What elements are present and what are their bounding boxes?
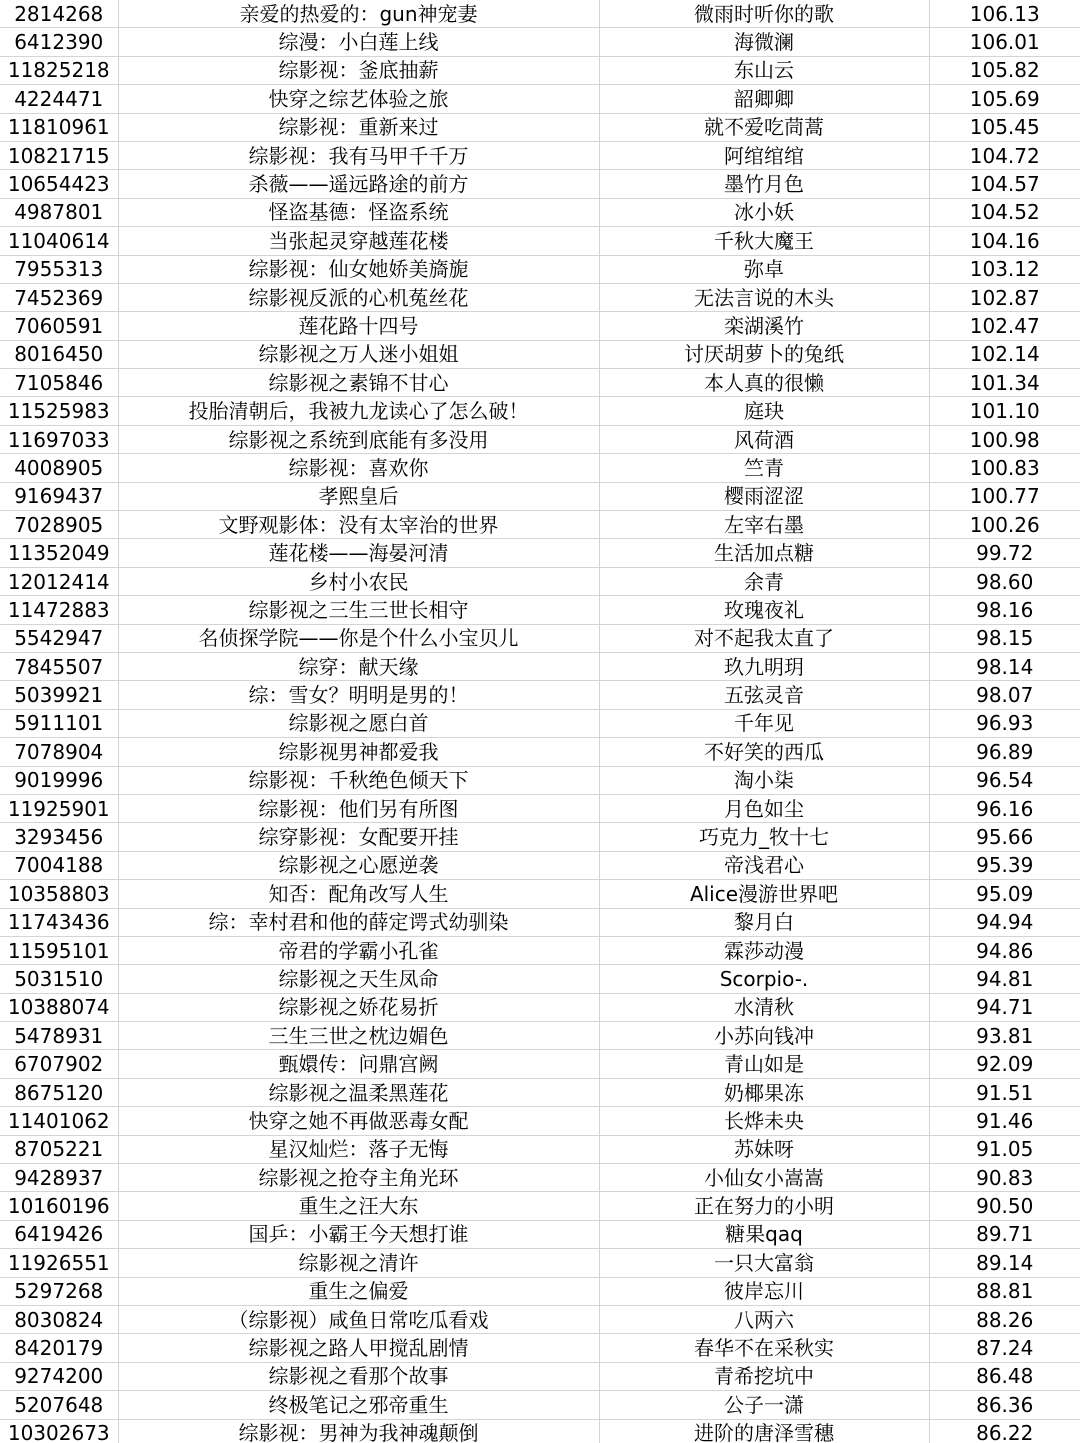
table-row [0,85,1080,113]
book-id-cell[interactable]: 5031510 [0,965,118,993]
table-row [0,369,1080,397]
book-title-cell[interactable]: 杀薇——遥远路途的前方 [118,170,599,198]
score-cell[interactable]: 88.81 [929,1277,1080,1305]
table-row [0,0,1080,28]
author-cell[interactable]: 春华不在采秋实 [599,1334,929,1362]
score-cell[interactable]: 106.01 [929,28,1080,56]
book-title-cell[interactable]: 综影视：喜欢你 [118,454,599,482]
book-id-cell[interactable]: 10388074 [0,993,118,1021]
table-row [0,681,1080,709]
author-cell[interactable]: 生活加点糖 [599,539,929,567]
author-cell[interactable]: 风荷酒 [599,425,929,453]
book-title-cell[interactable]: 综影视：釜底抽薪 [118,56,599,84]
score-cell[interactable]: 98.15 [929,624,1080,652]
book-id-cell[interactable]: 5297268 [0,1277,118,1305]
book-title-cell[interactable]: 综穿：献天缘 [118,652,599,680]
table-row [0,936,1080,964]
score-cell[interactable]: 94.86 [929,936,1080,964]
author-cell[interactable]: 玫瑰夜礼 [599,596,929,624]
book-title-cell[interactable]: 莲花楼——海晏河清 [118,539,599,567]
table-row [0,1277,1080,1305]
book-title-cell[interactable]: 综影视男神都爱我 [118,738,599,766]
author-cell[interactable]: 青希挖坑中 [599,1362,929,1390]
score-cell[interactable]: 95.39 [929,851,1080,879]
score-cell[interactable]: 100.26 [929,511,1080,539]
book-title-cell[interactable]: 星汉灿烂：落子无悔 [118,1135,599,1163]
author-cell[interactable]: 本人真的很懒 [599,369,929,397]
table-row [0,766,1080,794]
book-id-cell[interactable]: 8030824 [0,1305,118,1333]
book-id-cell[interactable]: 7078904 [0,738,118,766]
table-row [0,709,1080,737]
book-id-cell[interactable]: 4008905 [0,454,118,482]
table-row [0,56,1080,84]
book-id-cell[interactable]: 11472883 [0,596,118,624]
author-cell[interactable]: 淘小柒 [599,766,929,794]
table-row [0,283,1080,311]
table-row [0,170,1080,198]
author-cell[interactable]: 对不起我太直了 [599,624,929,652]
author-cell[interactable]: 海微澜 [599,28,929,56]
book-id-cell[interactable]: 8705221 [0,1135,118,1163]
book-id-cell[interactable]: 5542947 [0,624,118,652]
book-id-cell[interactable]: 9428937 [0,1164,118,1192]
book-title-cell[interactable]: 综影视之抢夺主角光环 [118,1164,599,1192]
score-cell[interactable]: 96.89 [929,738,1080,766]
book-id-cell[interactable]: 11352049 [0,539,118,567]
author-cell[interactable]: 五弦灵音 [599,681,929,709]
author-cell[interactable]: 阿绾绾绾 [599,141,929,169]
table-row [0,1164,1080,1192]
score-cell[interactable]: 92.09 [929,1050,1080,1078]
book-id-cell[interactable]: 4987801 [0,198,118,226]
score-cell[interactable]: 100.98 [929,425,1080,453]
table-row [0,1022,1080,1050]
author-cell[interactable]: Alice漫游世界吧 [599,880,929,908]
book-id-cell[interactable]: 9019996 [0,766,118,794]
table-row [0,1220,1080,1248]
score-cell[interactable]: 95.66 [929,823,1080,851]
author-cell[interactable]: 竺青 [599,454,929,482]
table-row [0,28,1080,56]
book-id-cell[interactable]: 10821715 [0,141,118,169]
author-cell[interactable]: 一只大富翁 [599,1249,929,1277]
author-cell[interactable]: 进阶的唐泽雪穗 [599,1419,929,1443]
score-cell[interactable]: 91.05 [929,1135,1080,1163]
table-row [0,1362,1080,1390]
score-cell[interactable]: 102.87 [929,283,1080,311]
book-title-cell[interactable]: 终极笔记之邪帝重生 [118,1391,599,1419]
book-id-cell[interactable]: 10302673 [0,1419,118,1443]
table-row [0,1078,1080,1106]
book-id-cell[interactable]: 11697033 [0,425,118,453]
table-row [0,1050,1080,1078]
score-cell[interactable]: 96.16 [929,794,1080,822]
book-id-cell[interactable]: 11743436 [0,908,118,936]
author-cell[interactable]: 苏妹呀 [599,1135,929,1163]
book-id-cell[interactable]: 9274200 [0,1362,118,1390]
book-title-cell[interactable]: 当张起灵穿越莲花楼 [118,227,599,255]
book-title-cell[interactable]: 三生三世之枕边媚色 [118,1022,599,1050]
book-id-cell[interactable]: 11810961 [0,113,118,141]
table-row [0,1334,1080,1362]
table-row [0,1192,1080,1220]
book-id-cell[interactable]: 5207648 [0,1391,118,1419]
author-cell[interactable]: 千年见 [599,709,929,737]
author-cell[interactable]: 正在努力的小明 [599,1192,929,1220]
book-title-cell[interactable]: 综影视之路人甲搅乱剧情 [118,1334,599,1362]
book-id-cell[interactable]: 5478931 [0,1022,118,1050]
author-cell[interactable]: 就不爱吃茼蒿 [599,113,929,141]
book-id-cell[interactable]: 3293456 [0,823,118,851]
table-row [0,624,1080,652]
author-cell[interactable]: 余青 [599,567,929,595]
score-cell[interactable]: 87.24 [929,1334,1080,1362]
book-title-cell[interactable]: 综影视之清许 [118,1249,599,1277]
author-cell[interactable]: 韶卿卿 [599,85,929,113]
table-row [0,1107,1080,1135]
table-row [0,482,1080,510]
author-cell[interactable]: 水清秋 [599,993,929,1021]
author-cell[interactable]: 樱雨涩涩 [599,482,929,510]
table-row [0,880,1080,908]
book-title-cell[interactable]: 孝熙皇后 [118,482,599,510]
table-row [0,1305,1080,1333]
book-id-cell[interactable]: 9169437 [0,482,118,510]
book-title-cell[interactable]: 帝君的学霸小孔雀 [118,936,599,964]
score-cell[interactable]: 93.81 [929,1022,1080,1050]
table-row [0,511,1080,539]
book-id-cell[interactable]: 8016450 [0,340,118,368]
book-title-cell[interactable]: 综影视：千秋绝色倾天下 [118,766,599,794]
author-cell[interactable]: 栾湖溪竹 [599,312,929,340]
book-title-cell[interactable]: 综影视：仙女她娇美旖旎 [118,255,599,283]
author-cell[interactable]: 讨厌胡萝卜的兔纸 [599,340,929,368]
book-id-cell[interactable]: 10358803 [0,880,118,908]
score-cell[interactable]: 96.93 [929,709,1080,737]
book-title-cell[interactable]: 甄嬛传：问鼎宫阙 [118,1050,599,1078]
book-title-cell[interactable]: 综影视之温柔黑莲花 [118,1078,599,1106]
book-id-cell[interactable]: 7955313 [0,255,118,283]
score-cell[interactable]: 91.46 [929,1107,1080,1135]
score-cell[interactable]: 101.10 [929,397,1080,425]
book-id-cell[interactable]: 8420179 [0,1334,118,1362]
book-id-cell[interactable]: 7105846 [0,369,118,397]
table-row [0,425,1080,453]
book-id-cell[interactable]: 7845507 [0,652,118,680]
book-id-cell[interactable]: 11401062 [0,1107,118,1135]
book-title-cell[interactable]: （综影视）咸鱼日常吃瓜看戏 [118,1305,599,1333]
score-cell[interactable]: 91.51 [929,1078,1080,1106]
author-cell[interactable]: 奶椰果冻 [599,1078,929,1106]
author-cell[interactable]: 糖果qaq [599,1220,929,1248]
book-title-cell[interactable]: 文野观影体：没有太宰治的世界 [118,511,599,539]
author-cell[interactable]: 左宰右墨 [599,511,929,539]
book-title-cell[interactable]: 快穿之综艺体验之旅 [118,85,599,113]
book-id-cell[interactable]: 5039921 [0,681,118,709]
score-cell[interactable]: 99.72 [929,539,1080,567]
table-row [0,794,1080,822]
author-cell[interactable]: 黎月白 [599,908,929,936]
book-title-cell[interactable]: 重生之汪大东 [118,1192,599,1220]
book-id-cell[interactable]: 6707902 [0,1050,118,1078]
score-cell[interactable]: 98.14 [929,652,1080,680]
score-cell[interactable]: 86.22 [929,1419,1080,1443]
table-row [0,1391,1080,1419]
book-title-cell[interactable]: 综影视之愿白首 [118,709,599,737]
table-row [0,1249,1080,1277]
author-cell[interactable]: 巧克力_牧十七 [599,823,929,851]
table-row [0,1419,1080,1443]
table-row [0,993,1080,1021]
book-title-cell[interactable]: 怪盗基德：怪盗系统 [118,198,599,226]
book-id-cell[interactable]: 11825218 [0,56,118,84]
score-cell[interactable]: 100.77 [929,482,1080,510]
author-cell[interactable]: 小苏向钱冲 [599,1022,929,1050]
book-title-cell[interactable]: 综：雪女？明明是男的！ [118,681,599,709]
score-cell[interactable]: 89.14 [929,1249,1080,1277]
table-row [0,340,1080,368]
score-cell[interactable]: 90.50 [929,1192,1080,1220]
book-title-cell[interactable]: 快穿之她不再做恶毒女配 [118,1107,599,1135]
author-cell[interactable]: 弥卓 [599,255,929,283]
book-id-cell[interactable]: 11926551 [0,1249,118,1277]
book-id-cell[interactable]: 7028905 [0,511,118,539]
author-cell[interactable]: 公子一潇 [599,1391,929,1419]
book-title-cell[interactable]: 综漫：小白莲上线 [118,28,599,56]
score-cell[interactable]: 105.69 [929,85,1080,113]
score-cell[interactable]: 105.82 [929,56,1080,84]
table-row [0,965,1080,993]
author-cell[interactable]: 东山云 [599,56,929,84]
score-cell[interactable]: 104.57 [929,170,1080,198]
book-title-cell[interactable]: 投胎清朝后，我被九龙读心了怎么破！ [118,397,599,425]
table-row [0,908,1080,936]
author-cell[interactable]: 玖九明玥 [599,652,929,680]
book-id-cell[interactable]: 11925901 [0,794,118,822]
book-title-cell[interactable]: 莲花路十四号 [118,312,599,340]
author-cell[interactable]: 无法言说的木头 [599,283,929,311]
score-cell[interactable]: 106.13 [929,0,1080,28]
author-cell[interactable]: 微雨时听你的歌 [599,0,929,28]
book-title-cell[interactable]: 综影视：我有马甲千千万 [118,141,599,169]
table-row [0,567,1080,595]
score-cell[interactable]: 98.07 [929,681,1080,709]
book-title-cell[interactable]: 综影视之天生凤命 [118,965,599,993]
book-id-cell[interactable]: 5911101 [0,709,118,737]
author-cell[interactable]: 冰小妖 [599,198,929,226]
score-cell[interactable]: 104.16 [929,227,1080,255]
table-row [0,113,1080,141]
author-cell[interactable]: 小仙女小嵩嵩 [599,1164,929,1192]
book-id-cell[interactable]: 4224471 [0,85,118,113]
book-title-cell[interactable]: 亲爱的热爱的：gun神宠妻 [118,0,599,28]
book-title-cell[interactable]: 综影视：男神为我神魂颠倒 [118,1419,599,1443]
score-cell[interactable]: 94.81 [929,965,1080,993]
table-row [0,454,1080,482]
table-row [0,141,1080,169]
book-title-cell[interactable]: 知否：配角改写人生 [118,880,599,908]
book-title-cell[interactable]: 综穿影视：女配要开挂 [118,823,599,851]
score-cell[interactable]: 101.34 [929,369,1080,397]
book-title-cell[interactable]: 重生之偏爱 [118,1277,599,1305]
score-cell[interactable]: 96.54 [929,766,1080,794]
score-cell[interactable]: 104.52 [929,198,1080,226]
score-cell[interactable]: 88.26 [929,1305,1080,1333]
table-row [0,1135,1080,1163]
book-title-cell[interactable]: 综影视之娇花易折 [118,993,599,1021]
table-row [0,255,1080,283]
book-title-cell[interactable]: 综影视之心愿逆袭 [118,851,599,879]
table-row [0,738,1080,766]
book-title-cell[interactable]: 综影视之素锦不甘心 [118,369,599,397]
author-cell[interactable]: Scorpio-. [599,965,929,993]
author-cell[interactable]: 彼岸忘川 [599,1277,929,1305]
score-cell[interactable]: 102.14 [929,340,1080,368]
score-cell[interactable]: 103.12 [929,255,1080,283]
book-id-cell[interactable]: 10160196 [0,1192,118,1220]
book-title-cell[interactable]: 综影视之万人迷小姐姐 [118,340,599,368]
author-cell[interactable]: 庭玦 [599,397,929,425]
book-id-cell[interactable]: 11595101 [0,936,118,964]
score-cell[interactable]: 98.16 [929,596,1080,624]
book-title-cell[interactable]: 综影视之三生三世长相守 [118,596,599,624]
author-cell[interactable]: 霖莎动漫 [599,936,929,964]
author-cell[interactable]: 千秋大魔王 [599,227,929,255]
table-row [0,851,1080,879]
score-cell[interactable]: 100.83 [929,454,1080,482]
table-row [0,198,1080,226]
score-cell[interactable]: 102.47 [929,312,1080,340]
book-id-cell[interactable]: 12012414 [0,567,118,595]
book-id-cell[interactable]: 7452369 [0,283,118,311]
score-cell[interactable]: 94.71 [929,993,1080,1021]
table-row [0,312,1080,340]
table-row [0,539,1080,567]
book-title-cell[interactable]: 综影视之系统到底能有多没用 [118,425,599,453]
book-id-cell[interactable]: 6419426 [0,1220,118,1248]
book-id-cell[interactable]: 11525983 [0,397,118,425]
book-id-cell[interactable]: 7004188 [0,851,118,879]
author-cell[interactable]: 长烨未央 [599,1107,929,1135]
book-title-cell[interactable]: 综影视：重新来过 [118,113,599,141]
score-cell[interactable]: 90.83 [929,1164,1080,1192]
author-cell[interactable]: 墨竹月色 [599,170,929,198]
author-cell[interactable]: 青山如是 [599,1050,929,1078]
book-id-cell[interactable]: 10654423 [0,170,118,198]
book-title-cell[interactable]: 综：幸村君和他的薛定谔式幼驯染 [118,908,599,936]
table-row [0,652,1080,680]
book-id-cell[interactable]: 8675120 [0,1078,118,1106]
table-row [0,227,1080,255]
author-cell[interactable]: 帝浅君心 [599,851,929,879]
book-title-cell[interactable]: 国乒：小霸王今天想打谁 [118,1220,599,1248]
author-cell[interactable]: 不好笑的西瓜 [599,738,929,766]
score-cell[interactable]: 105.45 [929,113,1080,141]
table-row [0,823,1080,851]
book-title-cell[interactable]: 乡村小农民 [118,567,599,595]
book-id-cell[interactable]: 2814268 [0,0,118,28]
author-cell[interactable]: 月色如尘 [599,794,929,822]
score-cell[interactable]: 86.48 [929,1362,1080,1390]
table-row [0,397,1080,425]
book-id-cell[interactable]: 11040614 [0,227,118,255]
score-cell[interactable]: 86.36 [929,1391,1080,1419]
book-id-cell[interactable]: 6412390 [0,28,118,56]
book-title-cell[interactable]: 名侦探学院——你是个什么小宝贝儿 [118,624,599,652]
book-id-cell[interactable]: 7060591 [0,312,118,340]
score-cell[interactable]: 95.09 [929,880,1080,908]
author-cell[interactable]: 八两六 [599,1305,929,1333]
score-cell[interactable]: 89.71 [929,1220,1080,1248]
score-cell[interactable]: 104.72 [929,141,1080,169]
book-title-cell[interactable]: 综影视反派的心机菟丝花 [118,283,599,311]
book-title-cell[interactable]: 综影视之看那个故事 [118,1362,599,1390]
table-row [0,596,1080,624]
score-cell[interactable]: 94.94 [929,908,1080,936]
score-cell[interactable]: 98.60 [929,567,1080,595]
book-title-cell[interactable]: 综影视：他们另有所图 [118,794,599,822]
